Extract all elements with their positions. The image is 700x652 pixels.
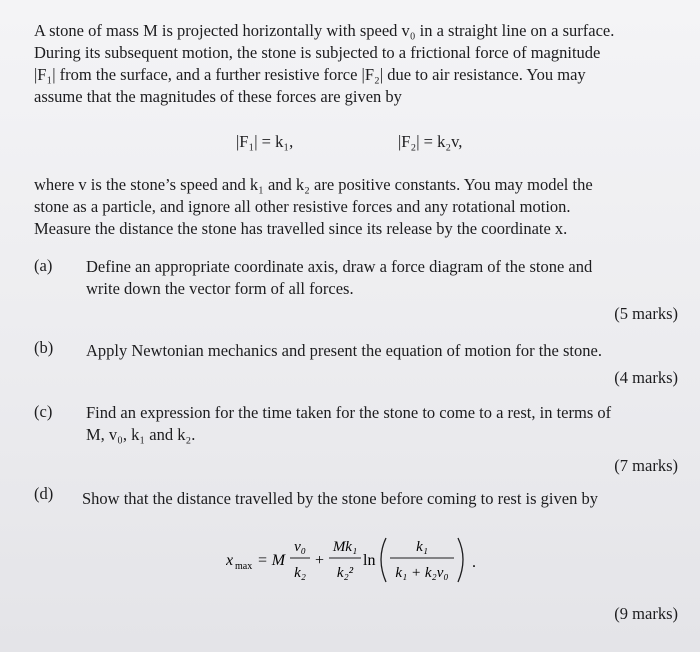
- air-resistance-equation: |F₂| = k₂v,: [398, 132, 463, 151]
- part-b-label: (b): [34, 338, 54, 357]
- part-d-text: [82, 488, 676, 510]
- xmax-formula: [226, 530, 486, 590]
- part-d-line: Show that the distance travelled by the stone before coming to rest is given by: [82, 489, 598, 508]
- formula-lhs: x: [226, 552, 234, 569]
- frac1-numerator: v₀: [294, 539, 306, 555]
- part-a-marks: (5 marks): [614, 304, 678, 323]
- part-c-label: (c): [34, 402, 53, 421]
- formula-end: .: [472, 554, 476, 571]
- friction-equation: |F₁| = k₁,: [236, 132, 294, 151]
- part-c-text: [86, 402, 680, 446]
- frac3-denominator: k₁ + k₂v₀: [395, 565, 449, 581]
- intro-line: assume that the magnitudes of these forces are given by: [34, 87, 402, 106]
- intro-line: During its subsequent motion, the stone is subjected to a frictional force of magnitude: [34, 43, 601, 62]
- frac2-numerator: Mk₁: [332, 539, 358, 555]
- left-paren: [381, 538, 386, 582]
- problem-intro: [34, 20, 678, 108]
- part-d-label: (d): [34, 484, 54, 503]
- frac1-denominator: k₂: [294, 565, 306, 581]
- formula-plus: +: [315, 552, 325, 569]
- assumption-line: stone as a particle, and ignore all other resistive forces and any rotational motion.: [34, 197, 571, 216]
- formula-ln: ln: [363, 552, 376, 569]
- part-a-label: (a): [34, 256, 53, 275]
- right-paren: [458, 538, 463, 582]
- part-c-marks: (7 marks): [614, 456, 678, 475]
- frac3-numerator: k₁: [416, 539, 428, 555]
- assumption-line: where v is the stone’s speed and k₁ and k₂ are positive constants. You may model the: [34, 175, 593, 194]
- intro-line: A stone of mass M is projected horizontally with speed v₀ in a straight line on a surface.: [34, 21, 615, 40]
- problem-assumptions: [34, 174, 680, 240]
- part-a-line: Define an appropriate coordinate axis, draw a force diagram of the stone and: [86, 257, 593, 276]
- intro-line: |F₁| from the surface, and a further resistive force |F₂| due to air resistance. You may: [34, 65, 586, 84]
- frac2-denominator: k₂²: [336, 565, 354, 581]
- assumption-line: Measure the distance the stone has travelled since its release by the coordinate x.: [34, 219, 568, 238]
- part-d-marks: (9 marks): [614, 604, 678, 623]
- part-b-marks: (4 marks): [614, 368, 678, 387]
- part-b-text: [86, 340, 680, 362]
- part-c-line: Find an expression for the time taken for the stone to come to a rest, in terms of: [86, 403, 612, 422]
- formula-eq: = M: [257, 552, 286, 569]
- part-c-line: M, v₀, k₁ and k₂.: [86, 425, 196, 444]
- formula-lhs-sub: max: [235, 561, 253, 572]
- part-b-line: Apply Newtonian mechanics and present the equation of motion for the stone.: [86, 341, 602, 360]
- part-a-text: [86, 256, 680, 300]
- xmax-formula-graphic: [226, 530, 486, 590]
- part-a-line: write down the vector form of all forces.: [86, 279, 354, 298]
